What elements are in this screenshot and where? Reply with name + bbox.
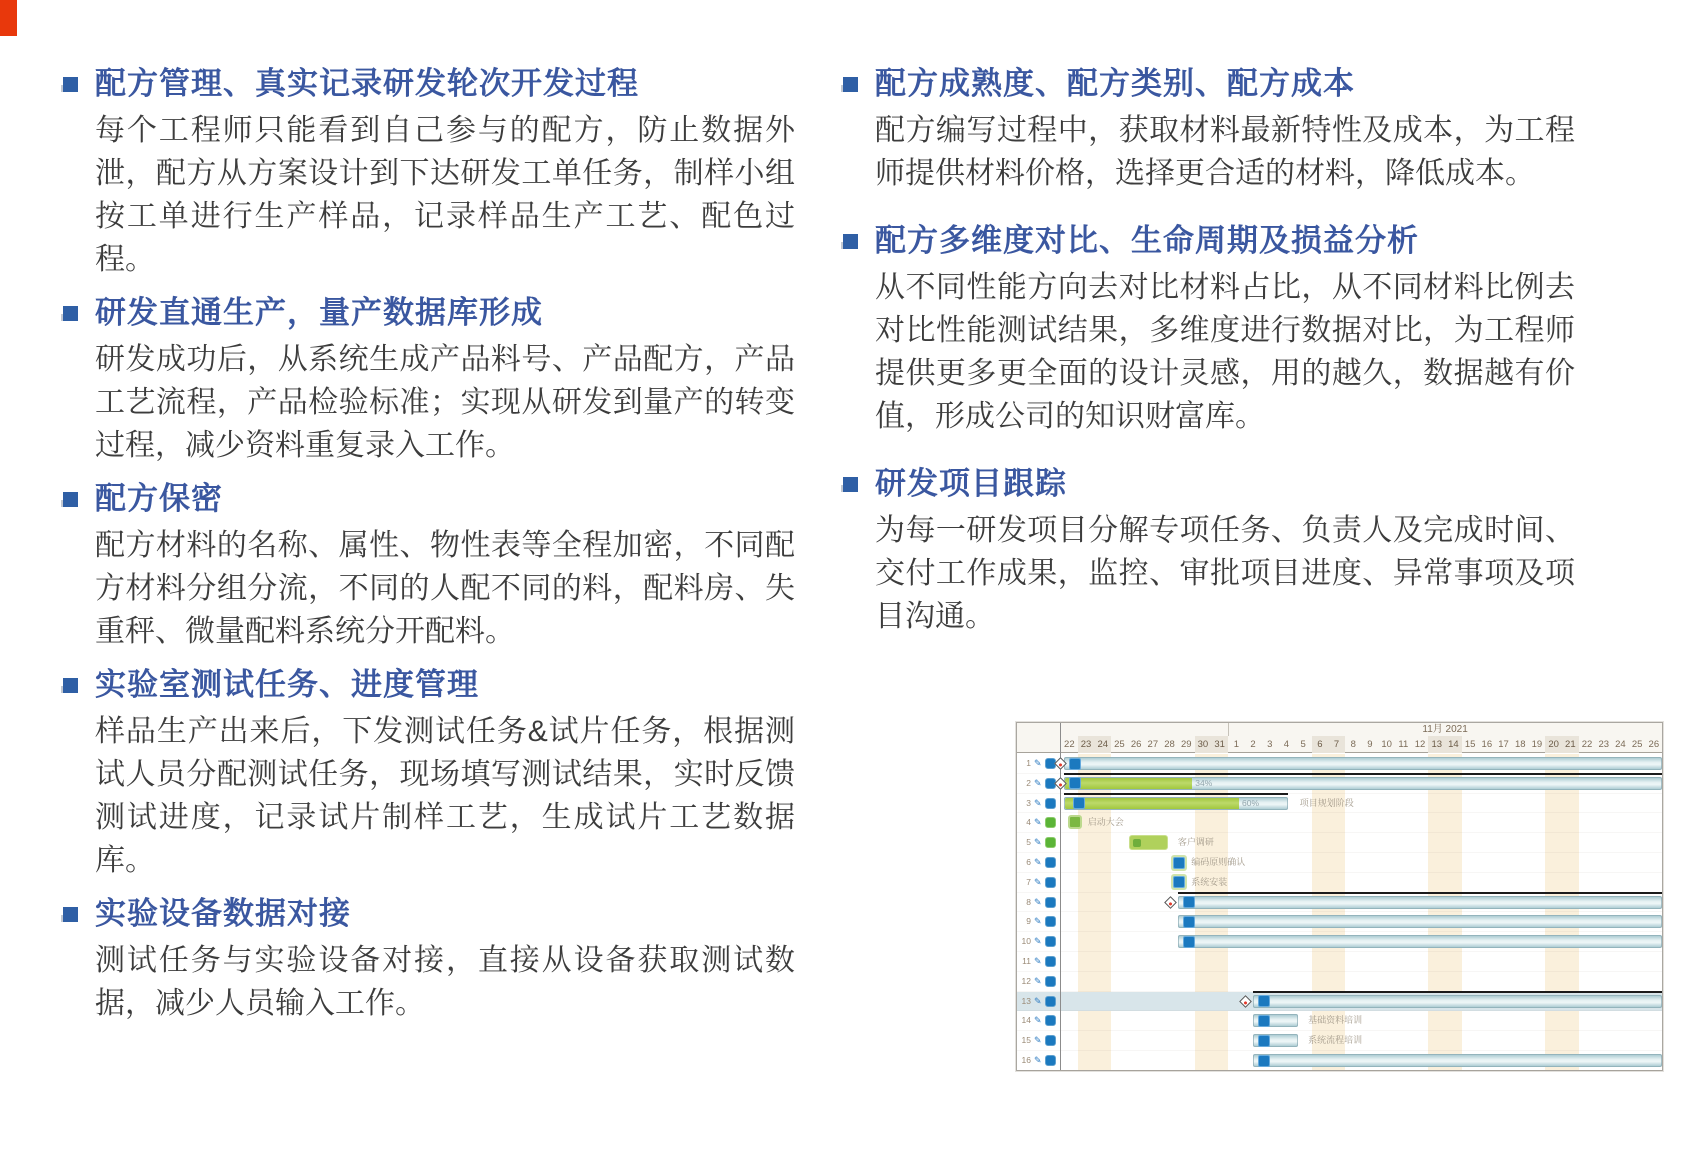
heading-row xyxy=(63,293,803,333)
heading-row xyxy=(843,221,1588,261)
day-cell: 5 xyxy=(1300,739,1306,750)
day-cell: 8 xyxy=(1350,739,1356,750)
task-square-icon xyxy=(1258,1015,1270,1027)
edit-pencil-icon: ✎ xyxy=(1034,916,1042,927)
progress-percent: 34% xyxy=(1195,777,1213,788)
body-line: 据，减少人员输入工作。 xyxy=(95,987,425,1020)
section-body xyxy=(875,509,1575,638)
body-line: 从不同性能方向去对比材料占比，从不同材料比例去 xyxy=(875,271,1575,304)
task-ring-square-icon xyxy=(1171,874,1187,890)
gantt-row xyxy=(1017,813,1662,833)
feature-section xyxy=(63,64,803,281)
body-line: 配方编写过程中，获取材料最新特性及成本，为工程 xyxy=(875,114,1575,147)
task-bar xyxy=(1178,935,1662,948)
row-status-icon xyxy=(1045,1015,1056,1026)
gantt-row xyxy=(1017,853,1662,873)
gantt-row xyxy=(1017,1051,1662,1071)
row-number: 15 xyxy=(1021,1035,1031,1046)
row-number: 10 xyxy=(1021,936,1031,947)
edit-pencil-icon: ✎ xyxy=(1034,995,1042,1006)
body-line: 配方材料的名称、属性、物性表等全程加密，不同配 xyxy=(95,529,795,562)
row-status-icon xyxy=(1045,916,1056,927)
body-line: 为每一研发项目分解专项任务、负责人及完成时间、 xyxy=(875,514,1575,547)
task-progress xyxy=(1065,798,1239,809)
task-square-icon xyxy=(1258,1035,1270,1047)
day-cell: 17 xyxy=(1498,739,1509,750)
day-cell: 23 xyxy=(1078,736,1095,753)
row-number: 6 xyxy=(1026,857,1031,867)
gantt-row xyxy=(1017,893,1662,913)
month-divider xyxy=(1228,723,1229,736)
row-number: 5 xyxy=(1026,837,1031,848)
edit-pencil-icon: ✎ xyxy=(1034,777,1042,788)
edit-pencil-icon: ✎ xyxy=(1034,857,1042,867)
gantt-screenshot xyxy=(1016,722,1663,1071)
gantt-row xyxy=(1017,873,1662,893)
row-number: 2 xyxy=(1026,777,1031,788)
gantt-row xyxy=(1017,794,1662,814)
heading-row xyxy=(63,64,803,104)
gantt-row xyxy=(1017,932,1662,952)
gantt-row xyxy=(1017,972,1662,992)
gantt-row xyxy=(1017,774,1662,794)
body-line: 研发成功后，从系统生成产品料号、产品配方，产品 xyxy=(95,343,795,376)
body-line: 试人员分配测试任务，现场填写测试结果，实时反馈 xyxy=(95,758,795,791)
feature-section xyxy=(843,64,1588,195)
section-heading: 研发直通生产，量产数据库形成 xyxy=(95,295,543,330)
day-cell: 26 xyxy=(1648,739,1660,750)
row-status-icon xyxy=(1045,798,1056,809)
task-label: 基础资料培训 xyxy=(1308,1015,1363,1026)
gantt-row xyxy=(1017,833,1662,853)
day-cell: 11 xyxy=(1398,739,1409,750)
day-cell: 12 xyxy=(1414,739,1426,750)
row-status-icon xyxy=(1045,1055,1056,1066)
task-label: 系统流程培训 xyxy=(1308,1035,1363,1046)
task-bar xyxy=(1253,995,1662,1008)
day-cell: 21 xyxy=(1562,736,1579,753)
body-line: 对比性能测试结果，多维度进行数据对比，为工程师 xyxy=(875,314,1575,347)
task-square-icon xyxy=(1183,936,1195,948)
task-square-icon xyxy=(1173,876,1185,888)
task-square-icon xyxy=(1069,777,1081,789)
row-number: 4 xyxy=(1026,817,1031,828)
bullet-square-icon xyxy=(63,907,78,922)
milestone-dot xyxy=(1169,901,1173,905)
green-task-bar xyxy=(1129,835,1167,850)
task-square-icon xyxy=(1258,1055,1270,1067)
edit-pencil-icon: ✎ xyxy=(1034,936,1042,947)
day-cell: 26 xyxy=(1130,739,1142,750)
section-heading: 配方保密 xyxy=(95,481,223,516)
row-status-icon xyxy=(1045,956,1056,967)
task-label: 项目规划阶段 xyxy=(1299,797,1354,808)
body-line: 值，形成公司的知识财富库。 xyxy=(875,400,1265,433)
day-cell: 23 xyxy=(1598,739,1610,750)
edit-pencil-icon: ✎ xyxy=(1034,1015,1042,1026)
section-heading: 配方成熟度、配方类别、配方成本 xyxy=(875,66,1355,101)
day-cell: 28 xyxy=(1164,739,1175,750)
bullet-square-icon xyxy=(63,77,78,92)
body-line: 程。 xyxy=(95,243,155,276)
body-line: 师提供材料价格，选择更合适的材料，降低成本。 xyxy=(875,157,1535,190)
edit-pencil-icon: ✎ xyxy=(1034,956,1042,966)
gantt-row xyxy=(1017,992,1662,1012)
day-cell: 10 xyxy=(1381,739,1392,750)
bullet-square-icon xyxy=(63,678,78,693)
day-cell: 27 xyxy=(1147,739,1159,750)
body-line: 样品生产出来后，下发测试任务&试片任务，根据测 xyxy=(95,715,795,748)
dependency-line xyxy=(1178,892,1662,894)
progress-percent: 60% xyxy=(1242,797,1260,808)
red-corner-mark xyxy=(0,0,17,36)
section-body xyxy=(95,338,795,467)
task-square-icon xyxy=(1073,797,1085,809)
feature-section xyxy=(843,464,1588,638)
row-number: 12 xyxy=(1021,975,1031,986)
dependency-line xyxy=(1064,773,1662,775)
day-cell: 6 xyxy=(1312,736,1329,753)
day-cell: 7 xyxy=(1328,736,1345,753)
row-status-icon xyxy=(1045,817,1056,828)
heading-row xyxy=(63,894,803,934)
edit-pencil-icon: ✎ xyxy=(1034,758,1042,768)
body-line: 库。 xyxy=(95,844,155,877)
feature-section xyxy=(63,479,803,653)
edit-pencil-icon: ✎ xyxy=(1034,1055,1042,1065)
body-line: 重秤、微量配料系统分开配料。 xyxy=(95,615,515,648)
bullet-square-icon xyxy=(843,477,858,492)
task-bar xyxy=(1064,777,1662,790)
task-label: 系统安装 xyxy=(1191,876,1228,887)
body-line: 每个工程师只能看到自己参与的配方，防止数据外 xyxy=(95,114,795,147)
milestone-diamond-icon xyxy=(1164,896,1177,909)
task-bar xyxy=(1178,915,1662,928)
gantt-row xyxy=(1017,1011,1662,1031)
day-cell: 16 xyxy=(1481,739,1493,750)
row-number: 7 xyxy=(1026,876,1031,887)
row-number: 14 xyxy=(1021,1015,1031,1026)
day-cell: 14 xyxy=(1445,736,1462,753)
row-status-icon xyxy=(1045,996,1056,1007)
section-body xyxy=(95,524,795,653)
task-ring-square-icon xyxy=(1171,855,1187,871)
bullet-square-icon xyxy=(843,77,858,92)
section-heading: 配方管理、真实记录研发轮次开发过程 xyxy=(95,66,639,101)
edit-pencil-icon: ✎ xyxy=(1034,797,1042,808)
body-line: 按工单进行生产样品，记录样品生产工艺、配色过 xyxy=(95,200,795,233)
gantt-row xyxy=(1017,754,1662,774)
row-status-icon xyxy=(1045,837,1056,848)
green-milestone-icon xyxy=(1068,815,1082,829)
body-line: 提供更多更全面的设计灵感，用的越久，数据越有价 xyxy=(875,357,1575,390)
task-label: 启动大会 xyxy=(1087,817,1124,828)
body-line: 测试进度，记录试片制样工艺，生成试片工艺数据 xyxy=(95,801,795,834)
day-cell: 24 xyxy=(1615,739,1626,750)
row-status-icon xyxy=(1045,897,1056,908)
day-cell: 31 xyxy=(1211,736,1228,753)
task-bar xyxy=(1064,757,1662,770)
feature-section xyxy=(63,293,803,467)
task-bar xyxy=(1253,1054,1662,1067)
body-line: 过程，减少资料重复录入工作。 xyxy=(95,429,515,462)
section-body xyxy=(95,710,795,882)
row-number: 16 xyxy=(1021,1055,1031,1065)
row-number: 8 xyxy=(1026,896,1031,907)
dependency-line xyxy=(1064,793,1288,795)
body-line: 泄，配方从方案设计到下达研发工单任务，制样小组 xyxy=(95,157,795,190)
day-cell: 15 xyxy=(1464,739,1476,750)
day-cell: 30 xyxy=(1195,736,1212,753)
edit-pencil-icon: ✎ xyxy=(1034,817,1042,828)
body-line: 方材料分组分流，不同的人配不同的料，配料房、失 xyxy=(95,572,795,605)
day-cell: 2 xyxy=(1250,739,1256,750)
task-square-icon xyxy=(1183,916,1195,928)
right-column xyxy=(843,64,1588,664)
task-square-icon xyxy=(1258,995,1270,1007)
body-line: 工艺流程，产品检验标准；实现从研发到量产的转变 xyxy=(95,386,795,419)
milestone-dot xyxy=(1244,1000,1248,1004)
body-line: 目沟通。 xyxy=(875,600,995,633)
feature-section xyxy=(63,894,803,1025)
day-cell: 22 xyxy=(1064,739,1075,750)
milestone-dot xyxy=(1058,762,1062,766)
row-number: 13 xyxy=(1021,995,1031,1006)
day-cell: 13 xyxy=(1428,736,1445,753)
row-number: 11 xyxy=(1022,956,1031,966)
task-square-icon xyxy=(1183,896,1195,908)
day-cell: 25 xyxy=(1631,739,1643,750)
heading-row xyxy=(843,464,1588,504)
row-number: 1 xyxy=(1026,758,1031,768)
left-column xyxy=(63,64,803,1037)
section-heading: 研发项目跟踪 xyxy=(875,466,1067,501)
task-square-icon xyxy=(1069,758,1081,770)
row-status-icon xyxy=(1045,1035,1056,1046)
day-cell: 24 xyxy=(1094,736,1111,753)
day-cell: 22 xyxy=(1581,739,1593,750)
edit-pencil-icon: ✎ xyxy=(1034,1035,1042,1046)
milestone-diamond-icon xyxy=(1239,995,1252,1008)
edit-pencil-icon: ✎ xyxy=(1034,896,1042,907)
day-cell: 1 xyxy=(1233,739,1239,750)
row-status-icon xyxy=(1045,857,1056,868)
body-line: 测试任务与实验设备对接，直接从设备获取测试数 xyxy=(95,944,795,977)
day-cell: 20 xyxy=(1545,736,1562,753)
row-number: 3 xyxy=(1026,797,1031,808)
section-heading: 实验设备数据对接 xyxy=(95,896,351,931)
body-line: 交付工作成果，监控、审批项目进度、异常事项及项 xyxy=(875,557,1575,590)
dependency-line xyxy=(1253,991,1662,993)
day-cell: 25 xyxy=(1114,739,1125,750)
day-cell: 4 xyxy=(1283,739,1290,750)
month-label: 11月 2021 xyxy=(1422,724,1468,735)
edit-pencil-icon: ✎ xyxy=(1034,876,1042,887)
row-status-icon xyxy=(1045,936,1056,947)
bullet-square-icon xyxy=(63,492,78,507)
heading-row xyxy=(63,665,803,705)
day-cell: 29 xyxy=(1180,739,1192,750)
task-bar xyxy=(1178,896,1662,909)
section-body xyxy=(95,109,795,281)
section-body xyxy=(875,109,1575,195)
section-heading: 实验室测试任务、进度管理 xyxy=(95,667,479,702)
section-body xyxy=(875,266,1575,438)
feature-section xyxy=(63,665,803,882)
milestone-dot xyxy=(1058,782,1062,786)
section-heading: 配方多维度对比、生命周期及损益分析 xyxy=(875,223,1419,258)
bullet-square-icon xyxy=(63,306,78,321)
gantt-row xyxy=(1017,1031,1662,1051)
bullet-square-icon xyxy=(843,234,858,249)
task-label: 客户调研 xyxy=(1177,837,1214,848)
gantt-header xyxy=(1017,723,1662,753)
row-status-icon xyxy=(1045,976,1056,987)
heading-row xyxy=(63,479,803,519)
day-cell: 9 xyxy=(1367,739,1373,750)
gantt-row xyxy=(1017,912,1662,932)
day-cell: 3 xyxy=(1267,739,1273,750)
task-progress xyxy=(1065,778,1192,789)
heading-row xyxy=(843,64,1588,104)
row-number: 9 xyxy=(1026,916,1031,927)
feature-section xyxy=(843,221,1588,438)
row-status-icon xyxy=(1045,877,1056,888)
edit-pencil-icon: ✎ xyxy=(1034,975,1042,986)
day-cell: 19 xyxy=(1531,739,1543,750)
task-square-icon xyxy=(1173,857,1185,869)
day-cell: 18 xyxy=(1514,739,1526,750)
gantt-left-panel-border xyxy=(1060,723,1061,1070)
task-label: 编码原则确认 xyxy=(1191,857,1246,867)
gantt-row xyxy=(1017,952,1662,972)
section-body xyxy=(95,939,795,1025)
edit-pencil-icon: ✎ xyxy=(1034,837,1042,848)
green-inner-square-icon xyxy=(1133,839,1141,847)
